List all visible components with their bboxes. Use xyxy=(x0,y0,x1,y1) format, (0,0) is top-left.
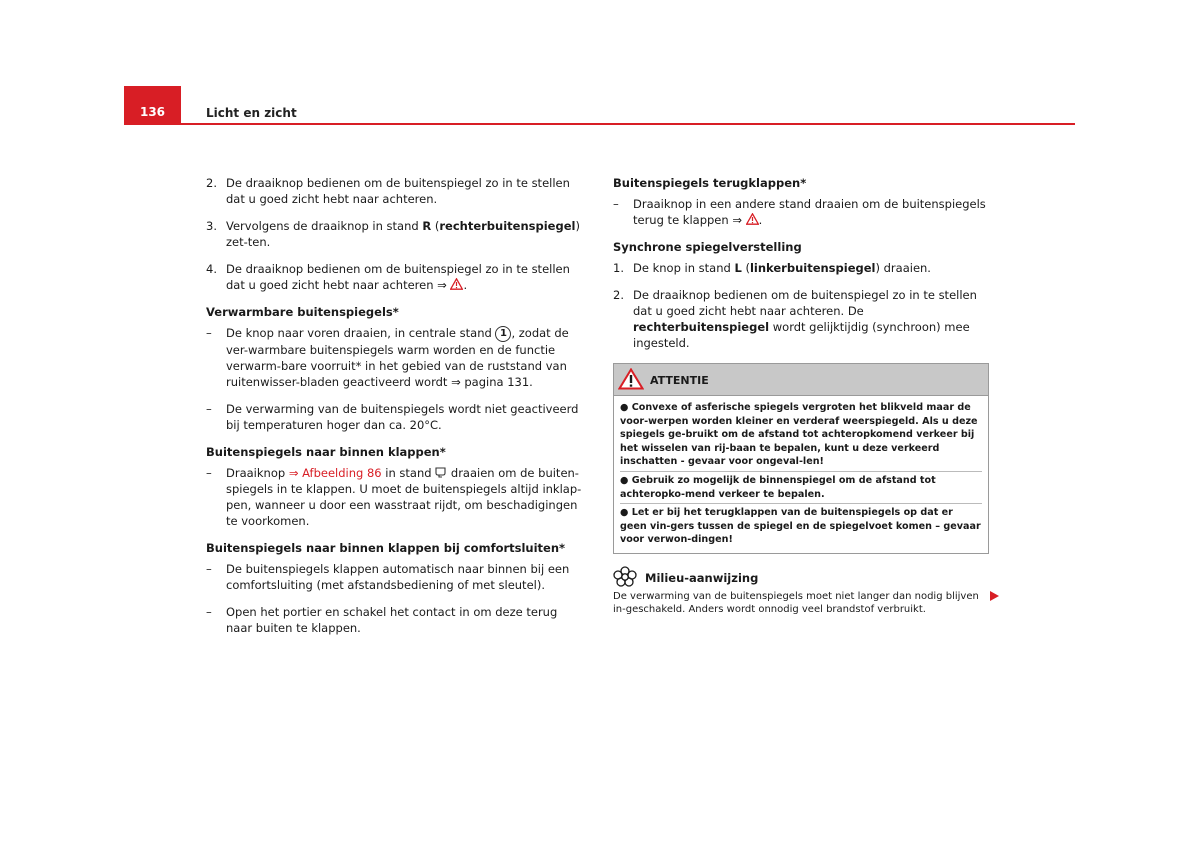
item-text: De verwarming van de buitenspiegels wordt niet geactiveerd bij temperaturen hoger dan ca. 20°C. xyxy=(226,401,579,432)
stand-r: R xyxy=(422,219,432,233)
eco-text: De verwarming van de buitenspiegels moet niet langer dan nodig blijven in-geschakeld. Anders wordt onnodig veel brandstof verbruikt. xyxy=(613,590,979,616)
attention-point: ● Let er bij het terugklappen van de buitenspiegels op dat er geen vin-gers tussen de spiegel en de spiegelvoet komen – gevaar voor verwon-dingen! xyxy=(620,503,982,549)
header-rule xyxy=(124,123,1075,125)
fold-mirror-icon xyxy=(435,467,447,478)
chapter-title: Licht en zicht xyxy=(206,106,297,120)
list-item xyxy=(206,465,582,529)
list-item xyxy=(206,604,582,636)
warning-icon xyxy=(450,278,463,290)
bold-term: linkerbuitenspiegel xyxy=(749,261,876,275)
stand-l: L xyxy=(734,261,742,275)
page-number: 136 xyxy=(139,105,166,119)
list-item xyxy=(613,260,989,276)
continue-arrow-icon xyxy=(990,591,999,601)
eco-title: Milieu-aanwijzing xyxy=(645,570,759,585)
dash: – xyxy=(613,197,619,211)
step-text: ( xyxy=(741,261,750,275)
figure-link[interactable]: ⇒ Afbeelding 86 xyxy=(288,465,382,480)
step-text: De draaiknop bedienen om de buitenspiegel zo in te stellen dat u goed zicht hebt naar achteren. De xyxy=(633,288,977,318)
warning-icon xyxy=(746,213,759,225)
item-text: in stand xyxy=(381,465,436,480)
section-heading: Buitenspiegels naar binnen klappen* xyxy=(206,444,446,459)
step-text: . xyxy=(463,278,468,292)
item-text: Open het portier en schakel het contact in om deze terug naar buiten te klappen. xyxy=(226,604,558,635)
right-column xyxy=(613,175,989,617)
list-item xyxy=(206,261,582,293)
step-number: 2. xyxy=(613,288,624,302)
list-item xyxy=(206,218,582,250)
attention-body xyxy=(614,396,988,553)
list-item xyxy=(206,401,582,433)
item-text: . xyxy=(758,213,763,227)
step-number: 1. xyxy=(613,261,624,275)
item-text: Draaiknop xyxy=(226,465,289,480)
step-text: ) zet-ten. xyxy=(226,219,580,249)
bold-term: rechterbuitenspiegel xyxy=(439,219,576,233)
dash: – xyxy=(206,465,212,480)
attention-point: ● Convexe of asferische spiegels vergroten het blikveld maar de voor-werpen worden kleiner en verderaf weerspiegeld. Als u deze spiegels ge-bruikt om de afstand tot achteropkomend verkeer bij het wisselen van rij-baan te bepalen, kunt u deze verkeerd inschatten - gevaar voor ongeval-len! xyxy=(620,402,978,468)
left-column xyxy=(206,175,582,647)
item-text: , zodat de ver-warmbare buitenspiegels warm worden en de functie verwarm-bare voorruit* in het gebied van de ruststand van ruitenwisser-bladen geactiveerd wordt ⇒ pagina 131. xyxy=(226,326,569,389)
section-heading: Synchrone spiegelverstelling xyxy=(613,240,802,254)
attention-label: ATTENTIE xyxy=(650,374,709,387)
step-number: 3. xyxy=(206,219,217,233)
attention-point: ● Gebruik zo mogelijk de binnenspiegel om de afstand tot achteropko-mend verkeer te bepalen. xyxy=(620,471,982,503)
list-item xyxy=(613,196,989,228)
list-item xyxy=(206,325,582,390)
eco-note xyxy=(613,568,989,617)
warning-icon xyxy=(618,368,644,390)
step-text: ( xyxy=(431,219,440,233)
list-item xyxy=(206,175,582,207)
item-text: De knop naar voren draaien, in centrale stand xyxy=(226,326,496,340)
list-item xyxy=(206,561,582,593)
section-heading: Verwarmbare buitenspiegels* xyxy=(206,305,399,319)
step-text: De knop in stand xyxy=(633,261,735,275)
step-text: De draaiknop bedienen om de buitenspiegel zo in te stellen dat u goed zicht hebt naar achteren. xyxy=(226,176,570,206)
list-item xyxy=(613,287,989,351)
dash: – xyxy=(206,604,212,619)
attention-header xyxy=(614,364,988,396)
section-heading: Buitenspiegels terugklappen* xyxy=(613,176,807,190)
item-text: De buitenspiegels klappen automatisch naar binnen bij een comfortsluiting (met afstandsbediening of met sleutel). xyxy=(226,561,570,592)
position-marker: 1 xyxy=(495,326,511,342)
item-text: draaien om de buiten-spiegels in te klappen. U moet de buitenspiegels altijd inklap-pen, wanneer u door een wasstraat rijdt, om beschadigingen te voorkomen. xyxy=(226,465,582,528)
dash: – xyxy=(206,561,212,576)
item-text: Draaiknop in een andere stand draaien om de buitenspiegels terug te klappen ⇒ xyxy=(633,197,986,227)
step-text: Vervolgens de draaiknop in stand xyxy=(226,219,423,233)
section-heading: Buitenspiegels naar binnen klappen bij comfortsluiten* xyxy=(206,540,566,555)
eco-flower-icon xyxy=(613,566,637,588)
step-number: 2. xyxy=(206,176,217,190)
dash: – xyxy=(206,401,212,416)
bold-term: rechterbuitenspiegel xyxy=(633,320,770,334)
dash: – xyxy=(206,326,212,340)
step-text: wordt gelijktijdig (synchroon) mee ingesteld. xyxy=(633,320,970,350)
step-text: ) draaien. xyxy=(875,261,931,275)
step-number: 4. xyxy=(206,262,217,276)
step-text: De draaiknop bedienen om de buitenspiegel zo in te stellen dat u goed zicht hebt naar achteren ⇒ xyxy=(226,262,570,292)
attention-box xyxy=(613,363,989,554)
